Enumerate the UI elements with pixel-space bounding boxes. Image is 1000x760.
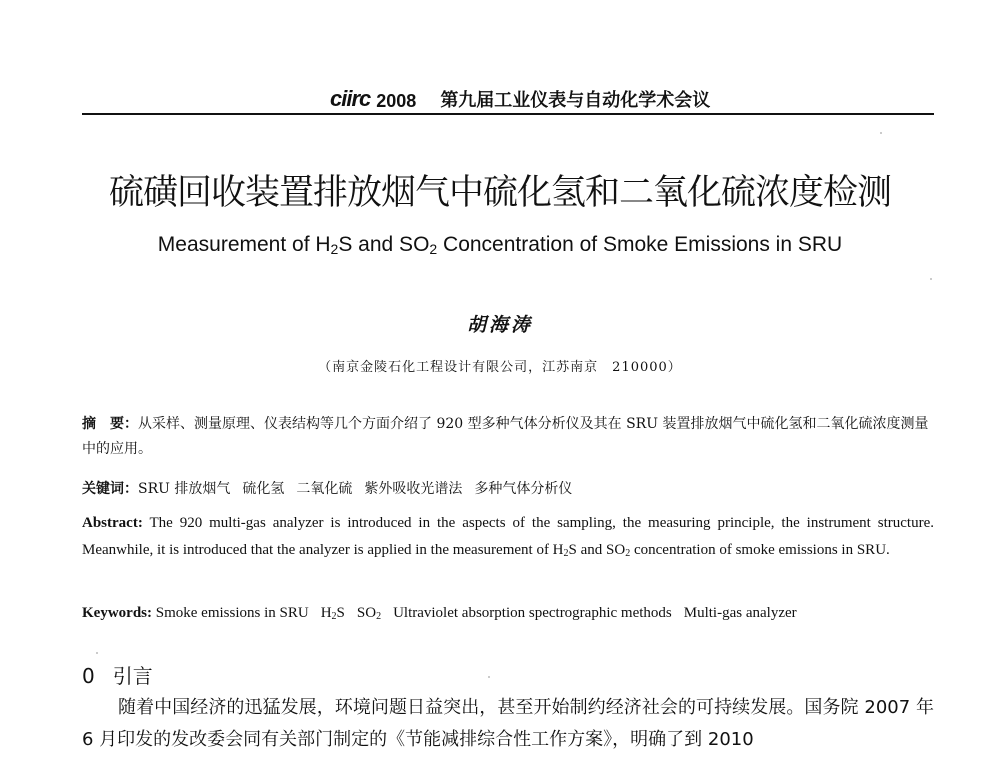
keywords-english [82,601,934,626]
title-english [0,232,1000,257]
abstract-en-text3: concentration of smoke emissions in SRU. [630,542,890,558]
header-rule [82,113,934,115]
body-paragraph: 随着中国经济的迅猛发展，环境问题日益突出，甚至开始制约经济社会的可持续发展。国务院 2007 年 6 月印发的发改委会同有关部门制定的《节能减排综合性工作方案》，明确了到 2010 [82,697,934,750]
title-en-sub1: 2 [330,241,339,257]
keywords-cn-label: 关键词： [82,481,138,497]
keyword-cn-item: 紫外吸收光谱法 [364,481,463,497]
title-chinese: 硫磺回收装置排放烟气中硫化氢和二氧化硫浓度检测 [108,173,891,213]
abstract-chinese [82,412,934,462]
abstract-en-text2: S and SO [568,542,626,558]
keyword-en-item: Ultraviolet absorption spectrographic methods [393,605,672,621]
section-title: 引言 [112,664,153,688]
conference-logo [330,88,416,110]
logo-year: 2008 [376,91,417,111]
section-heading [82,660,153,689]
abstract-cn-label: 摘 要： [82,416,138,432]
keyword-cn-item: 多种气体分析仪 [474,481,573,497]
scan-speck [930,278,932,280]
abstract-en-sub1: 2 [563,548,569,559]
author-name: 胡海涛 [466,314,533,336]
title-en-sub2: 2 [429,241,438,257]
scan-speck [488,676,490,678]
keyword-en-item: $H_2S$ [320,605,345,622]
scan-speck [880,132,882,134]
keyword-cn-item: 硫化氢 [242,481,285,497]
keywords-en-label: Keywords: [82,605,152,621]
keyword-en-item: Smoke emissions in SRU [155,605,309,621]
logo-mark: ciirc [330,86,371,111]
keywords-chinese [82,477,934,502]
keyword-en-item: $SO_2$ [356,605,382,622]
abstract-english [82,510,934,564]
abstract-en-label: Abstract: [82,515,143,531]
section-number: 0 [82,664,95,688]
abstract-cn-text: 从采样、测量原理、仪表结构等几个方面介绍了 920 型多种气体分析仪及其在 SRU 装置排放烟气中硫化氢和二氧化硫浓度测量中的应用。 [82,416,929,457]
author-affiliation: （南京金陵石化工程设计有限公司，江苏南京 210000） [318,360,682,375]
title-en-part1: Measurement of H [157,233,331,256]
keyword-cn-item: 二氧化硫 [296,481,353,497]
title-en-part3: Concentration of Smoke Emissions in SRU [437,233,843,256]
scan-speck [96,652,98,654]
abstract-en-text1: The 920 multi-gas analyzer is introduced in the aspects of the sampling, the measuring principle, the instrument structure. Meanwhile, it is introduced that the analyzer is applied in the measurement of H [82,515,934,558]
keyword-en-item: Multi-gas analyzer [683,605,797,621]
title-en-part2: S and SO [338,233,430,256]
running-header [330,78,710,110]
keyword-cn-item: SRU 排放烟气 [138,481,231,497]
abstract-en-sub2: 2 [625,548,631,559]
conference-name: 第九届工业仪表与自动化学术会议 [440,90,711,111]
